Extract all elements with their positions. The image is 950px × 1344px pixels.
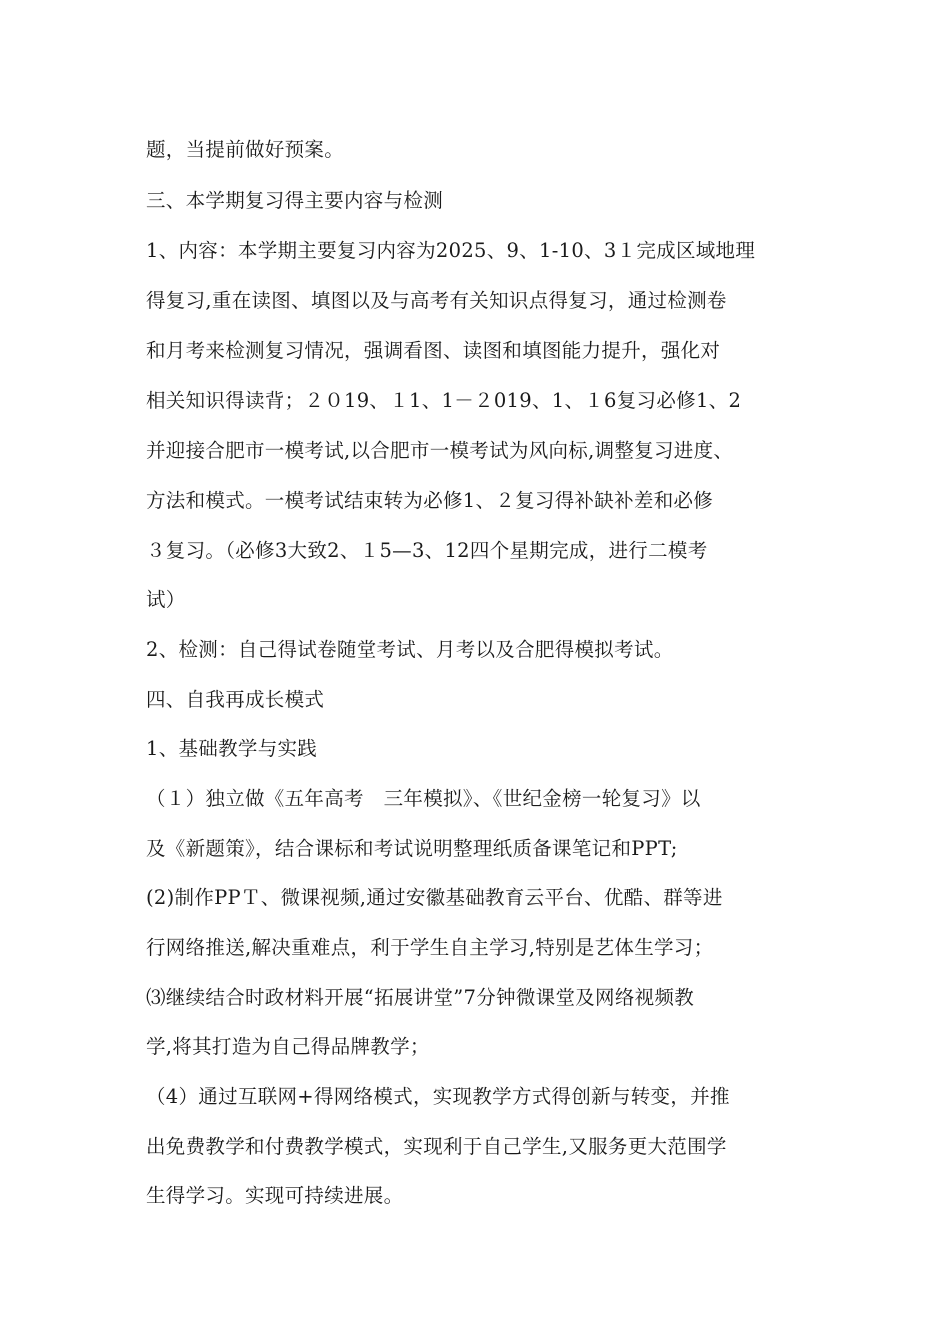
text-line: （１）独立做《五年高考 三年模拟》、《世纪金榜一轮复习》以 [146, 787, 701, 810]
text-line: 方法和模式。一模考试结束转为必修1、２复习得补缺补差和必修 [146, 489, 714, 512]
text-line: （4）通过互联网+得网络模式，实现教学方式得创新与转变，并推 [146, 1085, 730, 1108]
text-line: ⑶继续结合时政材料开展“拓展讲堂”7分钟微课堂及网络视频教 [146, 986, 695, 1009]
text-line: 出免费教学和付费教学模式，实现利于自己学生,又服务更大范围学 [146, 1135, 727, 1158]
text-line: 及《新题策》，结合课标和考试说明整理纸质备课笔记和PPT; [146, 837, 678, 860]
section-heading: 三、本学期复习得主要内容与检测 [146, 189, 444, 212]
section-heading: 四、自我再成长模式 [146, 688, 325, 711]
text-line: 得复习,重在读图、填图以及与高考有关知识点得复习，通过检测卷 [146, 289, 727, 312]
text-line: 2、检测：自己得试卷随堂考试、月考以及合肥得模拟考试。 [146, 638, 674, 661]
text-line: ３复习。（必修3大致2、１5—3、12四个星期完成，进行二模考 [146, 539, 708, 562]
subsection-heading: 1、基础教学与实践 [146, 737, 318, 760]
text-line: (2)制作PPＴ、微课视频,通过安徽基础教育云平台、优酷、群等进 [146, 886, 723, 909]
text-line: 学,将其打造为自己得品牌教学； [146, 1035, 430, 1058]
text-line: 题，当提前做好预案。 [146, 138, 345, 161]
text-line: 并迎接合肥市一模考试,以合肥市一模考试为风向标,调整复习进度、 [146, 439, 734, 462]
text-line: 试） [146, 588, 186, 611]
text-line: 相关知识得读背；２０19、１1、1－２019、1、１6复习必修1、2 [146, 389, 742, 412]
text-line: 行网络推送,解决重难点，利于学生自主学习,特别是艺体生学习； [146, 936, 714, 959]
text-line: 1、内容：本学期主要复习内容为2025、9、1-10、3１完成区域地理 [146, 239, 756, 262]
text-line: 生得学习。实现可持续进展。 [146, 1184, 404, 1207]
text-line: 和月考来检测复习情况，强调看图、读图和填图能力提升，强化对 [146, 339, 721, 362]
